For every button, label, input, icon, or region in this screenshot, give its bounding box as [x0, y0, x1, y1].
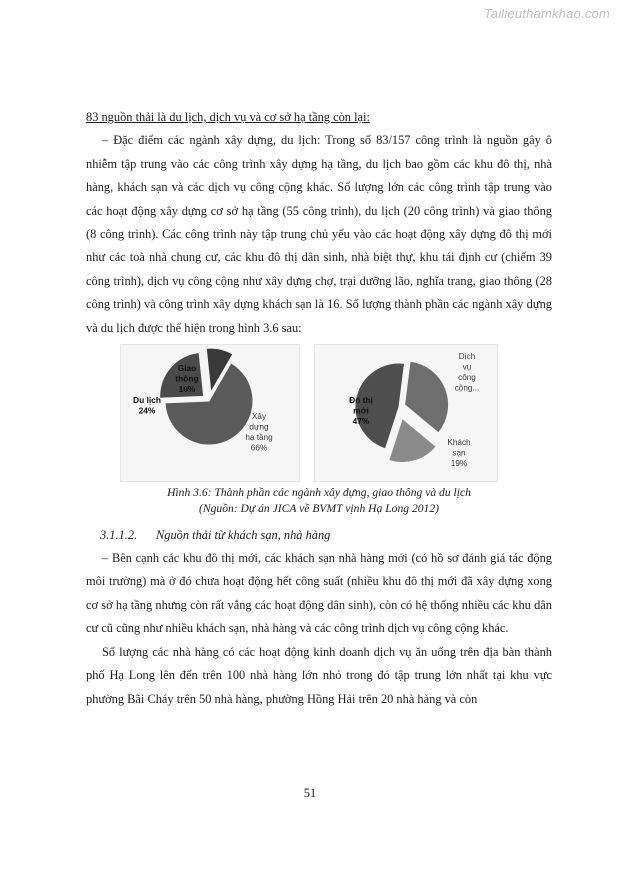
pie-chart-panel-right [314, 344, 498, 482]
figure-source: (Nguồn: Dự án JICA về BVMT vịnh Hạ Long 2012) [199, 502, 439, 516]
page-number: 51 [303, 786, 317, 800]
pie-label-giao-thong: Giao thông 10% [175, 363, 199, 395]
pie-label-xay-dung: Xây dựng hạ tầng 66% [245, 412, 273, 453]
pie-label-do-thi: Đô thị mới 47% [349, 395, 373, 427]
subsection-heading [86, 524, 552, 547]
pie-chart-tourism [315, 345, 497, 481]
pie-chart-panel-left [120, 344, 300, 482]
figure-3-6 [86, 344, 552, 484]
intro-heading: 83 nguồn thải là du lịch, dịch vụ và cơ sở hạ tầng còn lại: [86, 110, 370, 124]
pie-chart-construction [121, 345, 299, 481]
page-body [86, 106, 552, 711]
paragraph-hotels: – Bên cạnh các khu đô thị mới, các khách sạn nhà hàng mới (có hồ sơ đánh giá tác động môi trường) mà ở đó chưa hoạt động hết công suất (nhiều khu đô thị mới đã xây dựng xong cơ sở hạ tầng nhưng còn rất vắng các hoạt động dân sinh), còn có hệ thống nhiều các khu dân cư cũ cũng như nhiều khách sạn, nhà hàng và các công trình dịch vụ công cộng khác. [86, 551, 552, 636]
watermark: Tailieuthamkhao.com [483, 6, 610, 21]
paragraph-restaurants: Số lượng các nhà hàng có các hoạt động kinh doanh dịch vụ ăn uống trên địa bàn thành phố Hạ Long lên đến trên 100 nhà hàng lớn nhỏ trong đó tập trung lớn nhất tại khu vực phường Bãi Cháy trên 50 nhà hàng, phường Hồng Hải trên 20 nhà hàng và còn [86, 644, 552, 706]
pie-label-du-lich: Du lịch 24% [133, 395, 161, 416]
pie-label-khach-san: Khách sạn 19% [447, 438, 471, 469]
pie-label-dich-vu: Dịch vụ công cộng... [454, 352, 480, 393]
subsection-number: 3.1.1.2. [100, 528, 138, 543]
subsection-title: Nguồn thải từ khách sạn, nhà hàng [156, 528, 331, 543]
figure-caption: Hình 3.6: Thành phần các ngành xây dựng, giao thông và du lịch [167, 486, 471, 500]
paragraph-construction: – Đặc điểm các ngành xây dựng, du lịch: Trong số 83/157 công trình là nguồn gây ô nhiễm tập trung vào các công trình xây dựng hạ tầng, du lịch bao gồm các khu đô thị, nhà hàng, khách sạn và các dịch vụ công cộng khác. Số lượng lớn các công trình tập trung vào các hoạt động xây dựng cơ sở hạ tầng (55 công trình), du lịch (20 công trình) và giao thông (8 công trình). Các công trình này tập trung chủ yếu vào các hoạt động xây dựng đô thị mới như các toà nhà chung cư, các khu đô thị dân sinh, nhà biệt thự, khu tái định cư (chiếm 39 công trình), dịch vụ công cộng như xây dựng chợ, trại dưỡng lão, nghĩa trang, giao thông (28 công trình) và công trình xây dựng khách sạn là 16. Số lượng thành phần các ngành xây dựng và du lịch được thể hiện trong hình 3.6 sau: [86, 133, 552, 335]
pie-slice-dich-vu [405, 361, 449, 433]
